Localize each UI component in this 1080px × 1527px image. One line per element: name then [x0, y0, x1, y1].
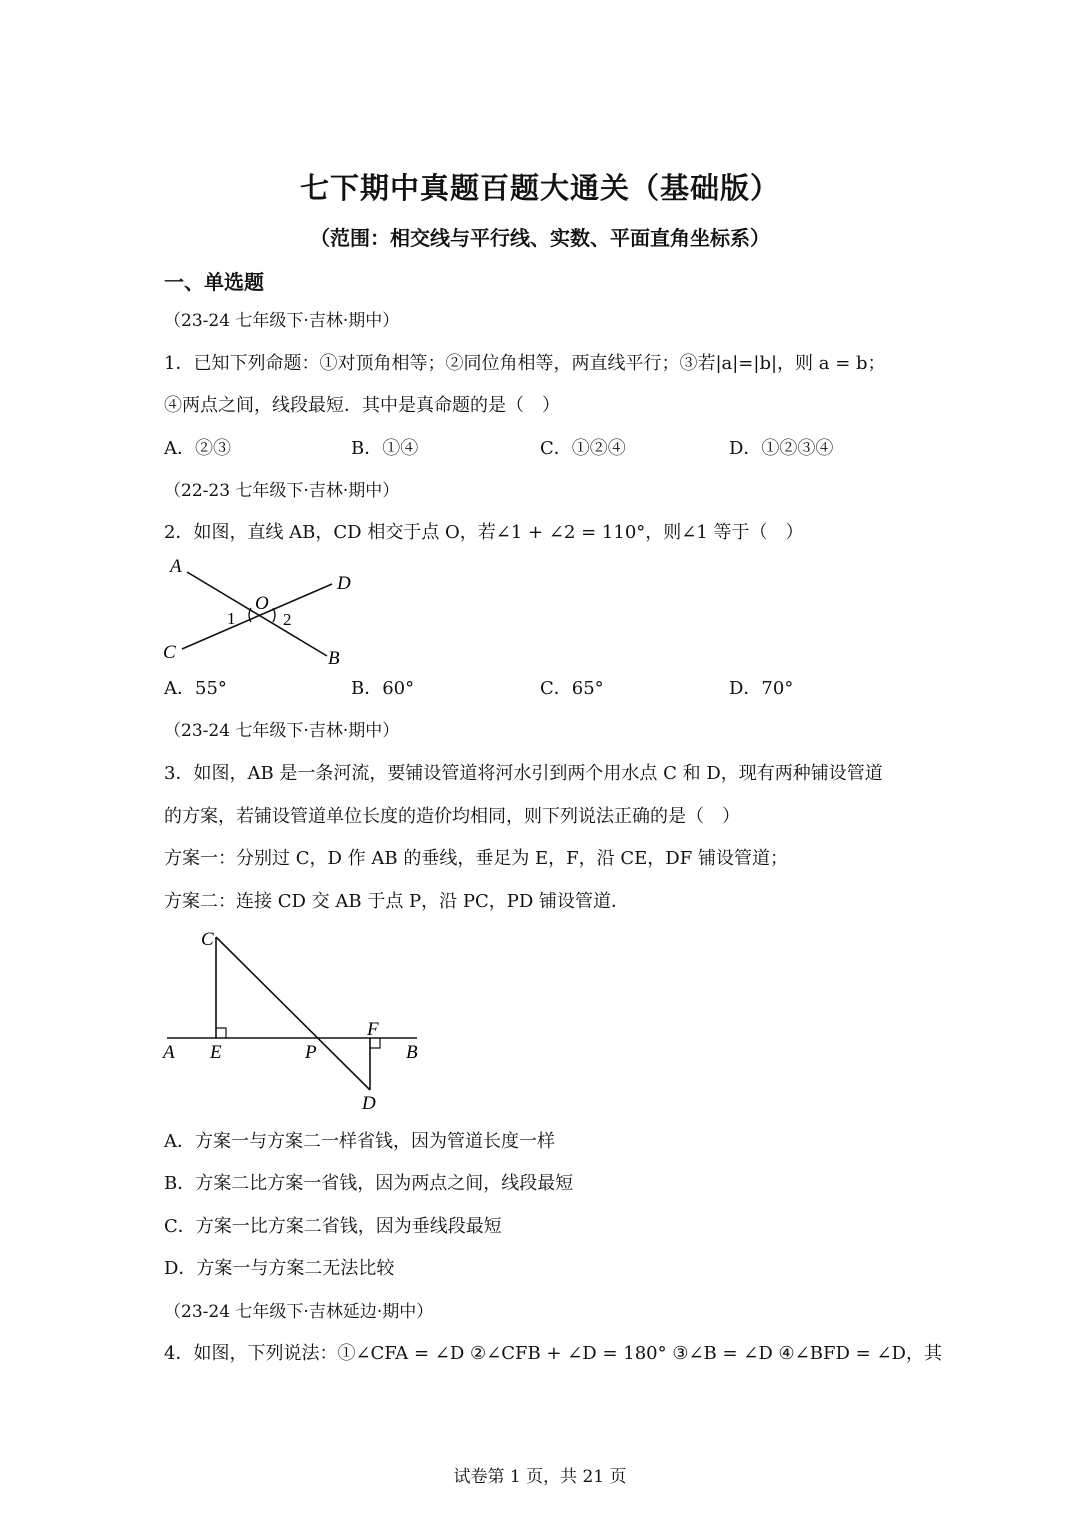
q3-option-a: A．方案一与方案二一样省钱，因为管道长度一样 [164, 1131, 555, 1152]
q1-option-c: C．①②④ [540, 438, 626, 459]
q2-stem-line1: 2．如图，直线 AB，CD 相交于点 O，若∠1 + ∠2 = 110°，则∠1 等于（ ） [164, 522, 804, 543]
q2-option-c: C．65° [540, 678, 604, 699]
q3-stem-line1: 3．如图，AB 是一条河流，要铺设管道将河水引到两个用水点 C 和 D，现有两种铺设管道 [164, 763, 883, 784]
label-c: C [163, 642, 176, 663]
q3-source: （23-24 七年级下·吉林·期中） [164, 721, 400, 741]
segment-cd [216, 937, 370, 1090]
label-angle-1: 1 [227, 609, 236, 628]
q3-option-b: B．方案二比方案一省钱，因为两点之间，线段最短 [164, 1173, 574, 1194]
q1-stem-line1: 1．已知下列命题：①对顶角相等；②同位角相等，两直线平行；③若|a|=|b|，则 a = b； [164, 353, 886, 374]
label-angle-2: 2 [283, 610, 292, 629]
q2-option-b: B．60° [351, 678, 415, 699]
q1-stem-line2: ④两点之间，线段最短．其中是真命题的是（ ） [164, 395, 560, 416]
q1-option-d: D．①②③④ [729, 438, 834, 459]
q2-source: （22-23 七年级下·吉林·期中） [164, 481, 400, 501]
page-title: 七下期中真题百题大通关（基础版） [299, 171, 780, 205]
q1-option-b: B．①④ [351, 438, 419, 459]
q3-plan-two: 方案二：连接 CD 交 AB 于点 P，沿 PC，PD 铺设管道． [164, 891, 630, 912]
q2-option-a: A．55° [164, 678, 227, 699]
line-ab [187, 572, 327, 656]
q1-option-a: A．②③ [164, 438, 231, 459]
label-b: B [406, 1042, 418, 1063]
section-heading: 一、单选题 [164, 270, 264, 294]
q3-river-pipeline-figure [155, 922, 435, 1117]
label-p: P [305, 1042, 317, 1063]
label-f: F [367, 1019, 379, 1040]
label-b: B [328, 648, 340, 669]
q2-option-d: D．70° [729, 678, 794, 699]
page-footer: 试卷第 1 页，共 21 页 [453, 1467, 627, 1487]
label-c: C [201, 929, 214, 950]
label-a: A [163, 1042, 175, 1063]
label-o: O [255, 593, 269, 614]
q1-source: （23-24 七年级下·吉林·期中） [164, 311, 400, 331]
label-d: D [337, 573, 351, 594]
q3-option-c: C．方案一比方案二省钱，因为垂线段最短 [164, 1216, 502, 1237]
q3-stem-line2: 的方案，若铺设管道单位长度的造价均相同，则下列说法正确的是（ ） [164, 806, 740, 827]
label-d: D [362, 1093, 376, 1114]
q4-source: （23-24 七年级下·吉林延边·期中） [164, 1302, 434, 1322]
q3-option-d: D．方案一与方案二无法比较 [164, 1258, 395, 1279]
page-subtitle: （范围：相交线与平行线、实数、平面直角坐标系） [310, 226, 770, 250]
right-angle-e [216, 1028, 226, 1038]
label-a: A [170, 556, 182, 577]
q3-plan-one: 方案一：分别过 C，D 作 AB 的垂线，垂足为 E，F，沿 CE，DF 铺设管道； [164, 848, 788, 869]
q4-stem-line1: 4．如图，下列说法：①∠CFA = ∠D ②∠CFB + ∠D = 180° ③∠B = ∠D ④∠BFD = ∠D，其 [164, 1343, 942, 1364]
label-e: E [210, 1042, 222, 1063]
q2-intersecting-lines-figure [155, 552, 370, 677]
